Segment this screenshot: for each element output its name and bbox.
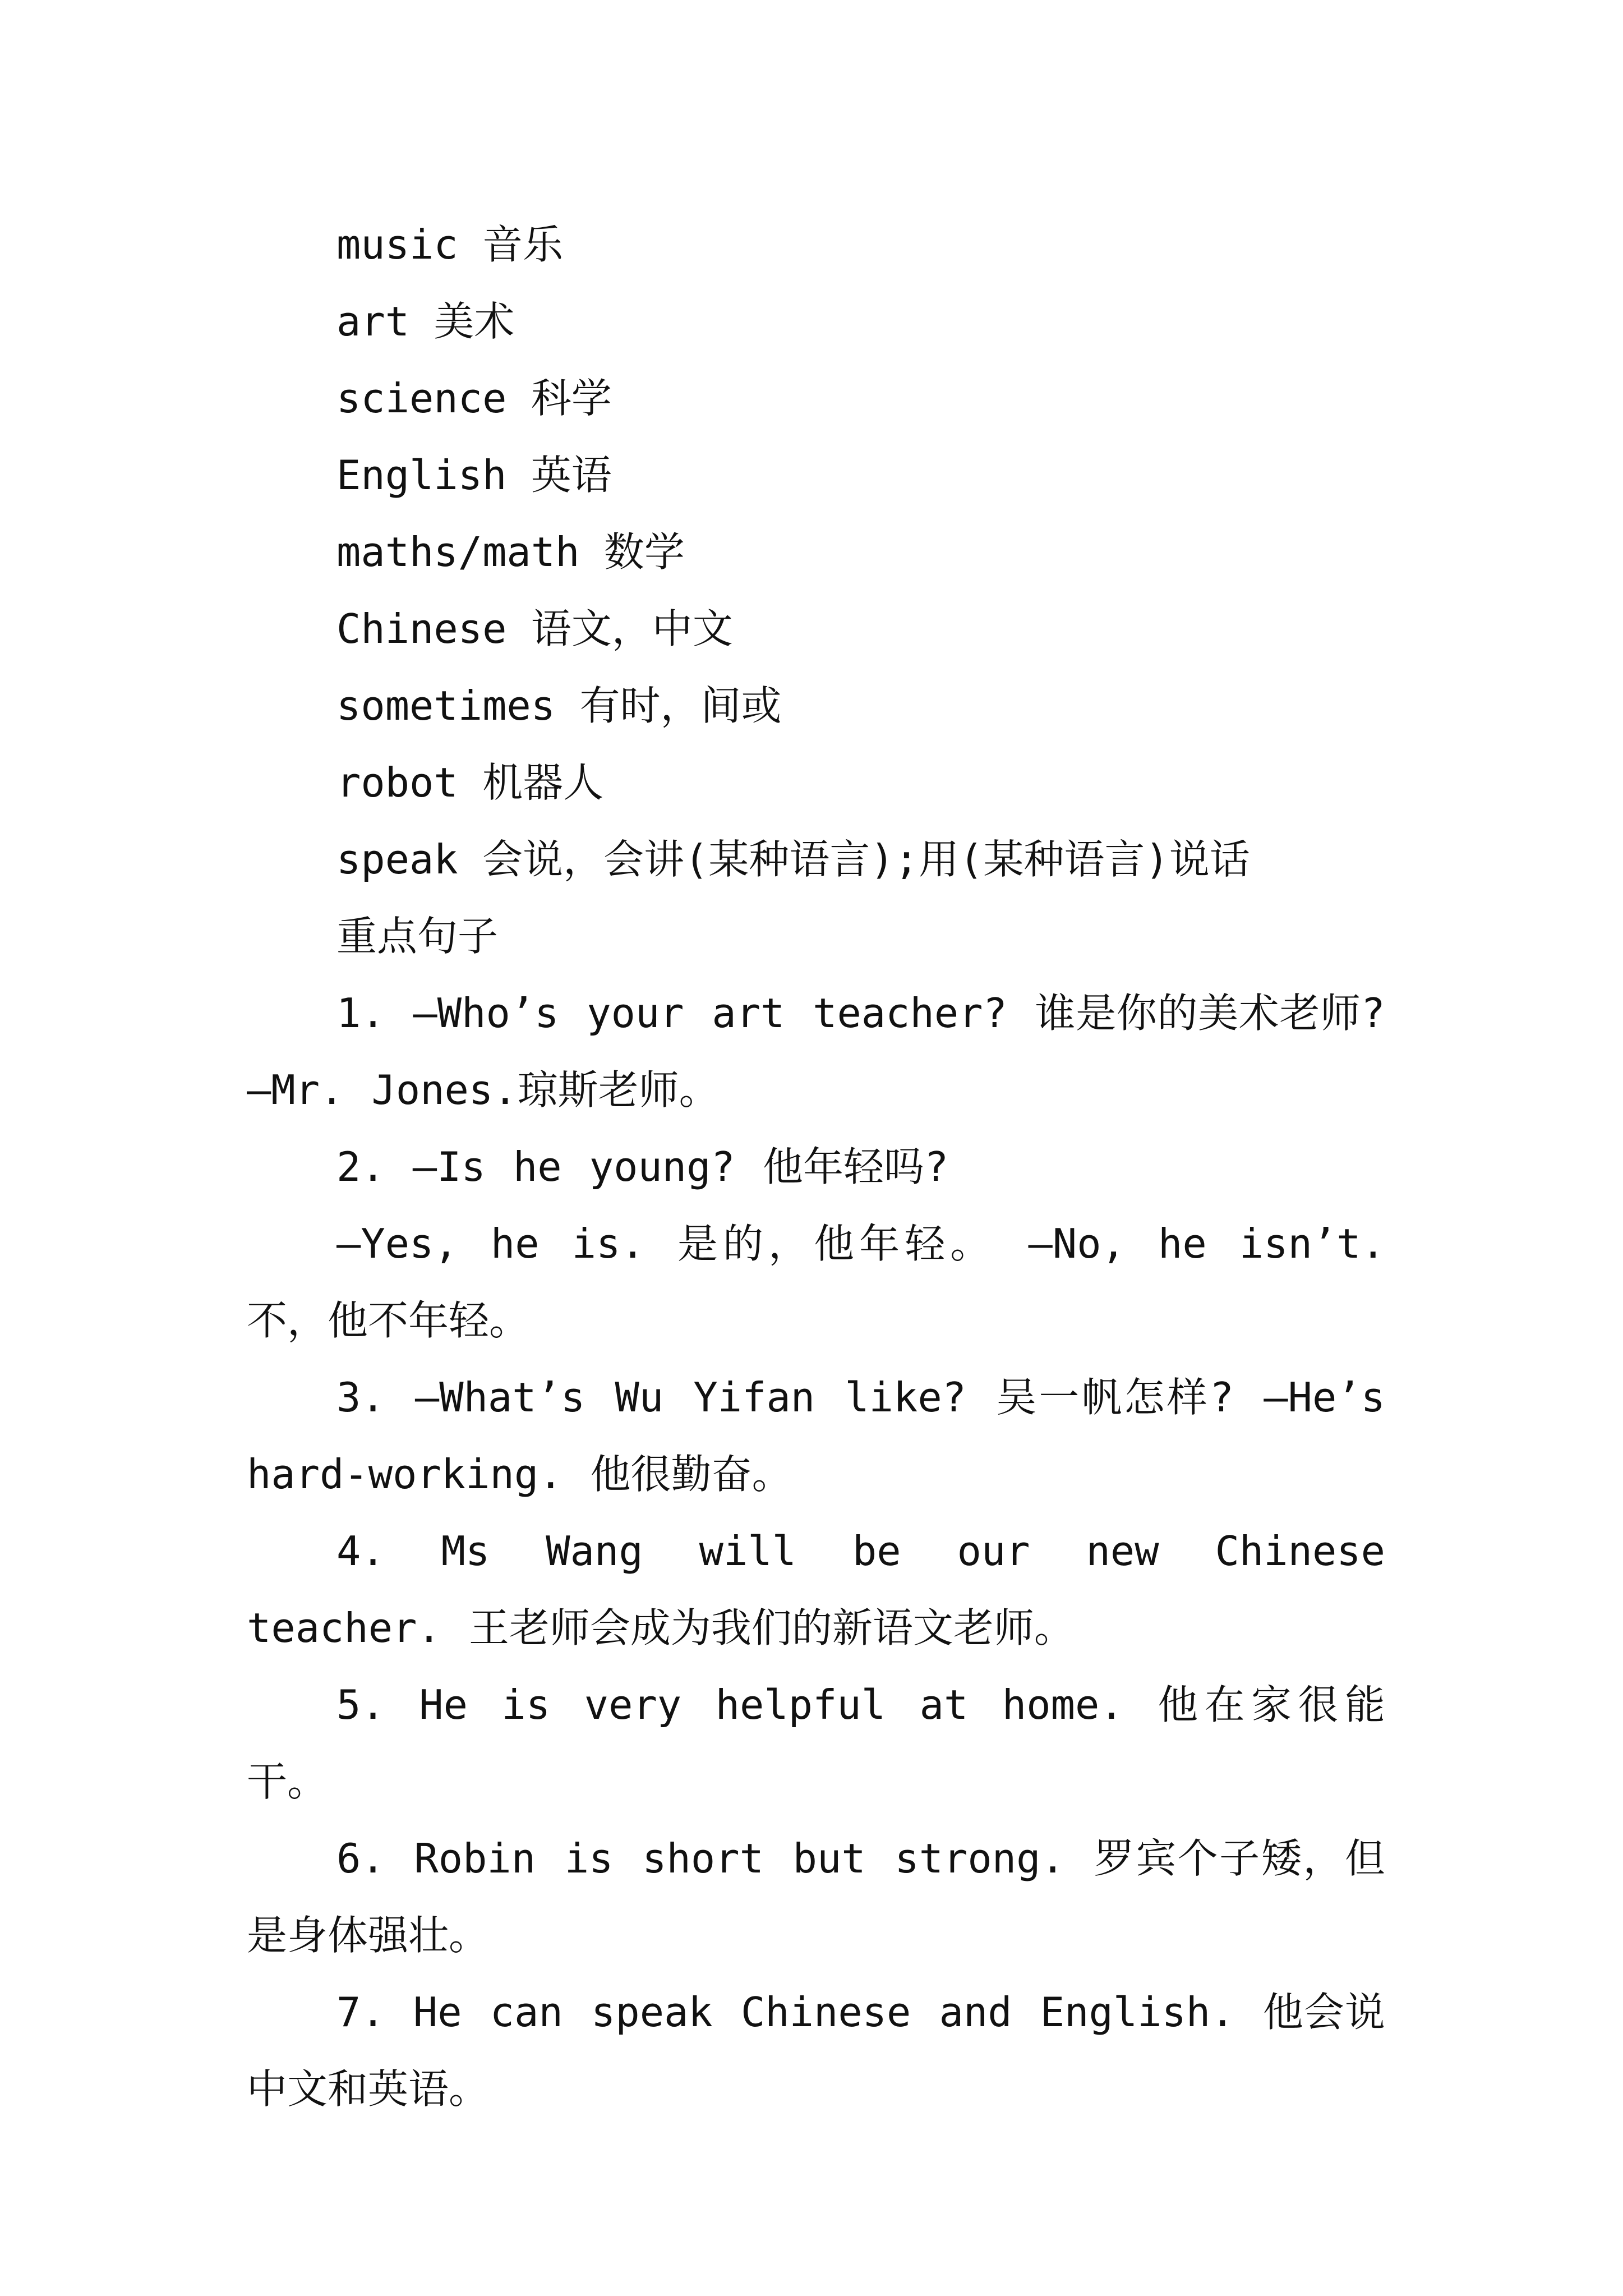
sentence-text: 3. —What’s Wu Yifan like? 吴一帆怎样? —He’s hard-working. 他很勤奋。 <box>247 1374 1385 1498</box>
sentence-6 <box>247 1820 1385 1974</box>
document-body <box>247 206 1385 2128</box>
sentence-text: 6. Robin is short but strong. 罗宾个子矮，但是身体强壮。 <box>247 1835 1385 1959</box>
sentence-2-answer <box>247 1205 1385 1359</box>
sentence-4 <box>247 1513 1385 1667</box>
sentence-text: 2. —Is he young? 他年轻吗? <box>336 1143 949 1190</box>
sentence-7 <box>247 1974 1385 2128</box>
vocab-item-robot: robot 机器人 <box>336 759 604 806</box>
sentence-2 <box>247 1129 1385 1205</box>
vocab-item-maths: maths/math 数学 <box>336 528 685 576</box>
vocab-item-english: English 英语 <box>336 452 612 499</box>
vocab-item-science: science 科学 <box>336 375 612 422</box>
vocab-item-chinese: Chinese 语文，中文 <box>336 605 733 652</box>
sentence-text: 4. Ms Wang will be our new Chinese teacher. 王老师会成为我们的新语文老师。 <box>247 1527 1385 1651</box>
sentence-text: 1. —Who’s your art teacher? 谁是你的美术老师? —Mr. Jones.琼斯老师。 <box>247 990 1385 1114</box>
sentence-1 <box>247 975 1385 1129</box>
sentence-5 <box>247 1667 1385 1820</box>
sentence-3 <box>247 1359 1385 1513</box>
sentence-text: —Yes, he is. 是的，他年轻。 —No, he isn’t. 不，他不年轻。 <box>247 1220 1385 1344</box>
section-heading: 重点句子 <box>336 913 499 960</box>
vocab-item-art: art 美术 <box>336 298 515 345</box>
vocab-item-sometimes: sometimes 有时，间或 <box>336 682 782 729</box>
sentence-text: 5. He is very helpful at home. 他在家很能干。 <box>247 1681 1385 1805</box>
vocab-item-speak: speak 会说，会讲(某种语言);用(某种语言)说话 <box>336 836 1250 883</box>
vocab-item-music: music 音乐 <box>336 221 564 268</box>
sentence-text: 7. He can speak Chinese and English. 他会说中文和英语。 <box>247 1989 1385 2113</box>
